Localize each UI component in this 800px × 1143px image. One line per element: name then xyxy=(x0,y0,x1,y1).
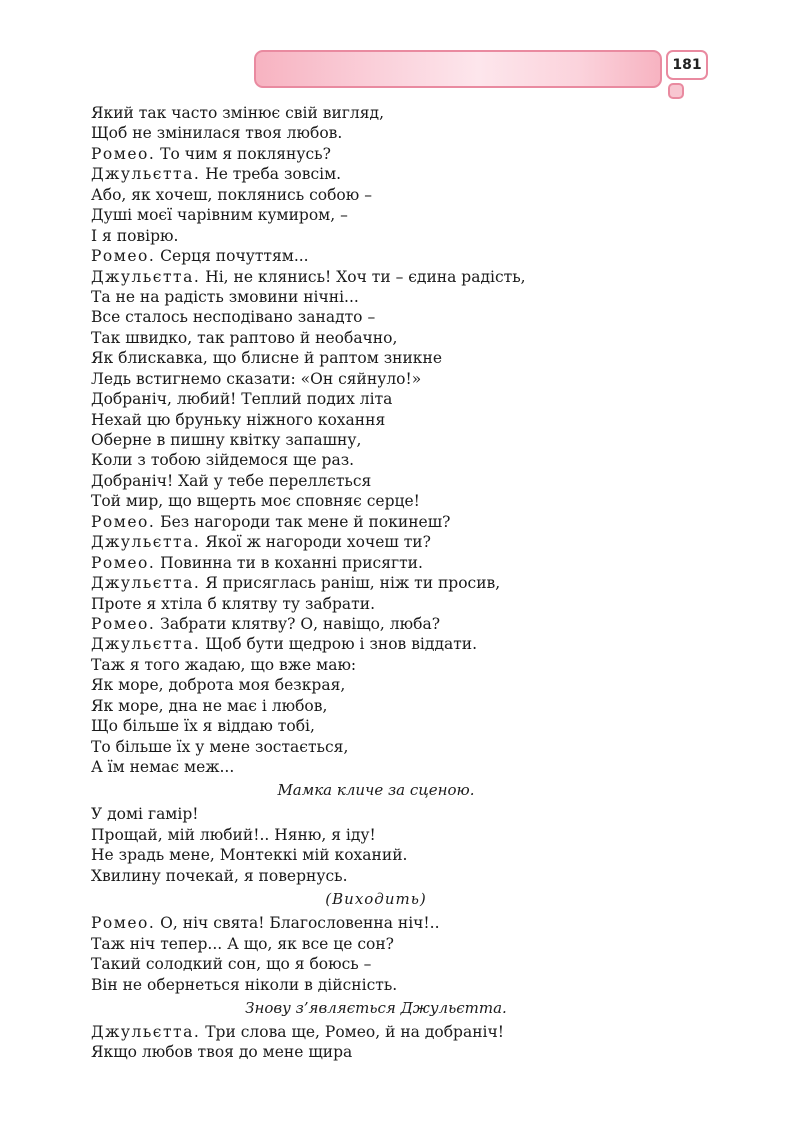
speaker-name: Джульєтта. xyxy=(91,533,201,552)
text-block-1 xyxy=(91,103,571,777)
text-line xyxy=(91,845,571,865)
text-line xyxy=(91,737,571,757)
line-text: Три слова ще, Ромео, й на добраніч! xyxy=(200,1022,504,1041)
text-block-2 xyxy=(91,804,571,886)
header-banner xyxy=(254,50,662,88)
text-line xyxy=(91,348,571,368)
line-text: І я повірю. xyxy=(91,226,179,245)
line-text: Таж я того жадаю, що вже маю: xyxy=(91,655,357,674)
text-line xyxy=(91,1042,571,1062)
text-line xyxy=(91,103,571,123)
text-line xyxy=(91,471,571,491)
text-line xyxy=(91,226,571,246)
text-line xyxy=(91,804,571,824)
line-text: Так швидко, так раптово й необачно, xyxy=(91,328,398,347)
text-line xyxy=(91,205,571,225)
speaker-name: Джульєтта. xyxy=(91,1022,201,1041)
speaker-name: Джульєтта. xyxy=(91,267,201,286)
line-text: Та не на радість змовини нічні... xyxy=(91,287,359,306)
line-text: Серця почуттям... xyxy=(155,247,309,266)
text-line xyxy=(91,307,571,327)
line-text: Не треба зовсім. xyxy=(200,165,342,184)
line-text: Нехай цю бруньку ніжного кохання xyxy=(91,410,386,429)
line-text: Коли з тобою зійдемося ще раз. xyxy=(91,451,355,470)
text-line xyxy=(91,287,571,307)
line-text: Без нагороди так мене й покинеш? xyxy=(155,512,451,531)
text-line xyxy=(91,913,571,933)
line-text: Ні, не клянись! Хоч ти – єдина радість, xyxy=(200,267,526,286)
line-text: Не зрадь мене, Монтеккі мій коханий. xyxy=(91,846,408,865)
speaker-name: Джульєтта. xyxy=(91,635,201,654)
line-text: Забрати клятву? О, навіщо, люба? xyxy=(155,614,441,633)
speaker-name: Ромео. xyxy=(91,614,156,633)
text-line xyxy=(91,675,571,695)
text-line xyxy=(91,757,571,777)
line-text: То чим я поклянусь? xyxy=(155,144,331,163)
play-text xyxy=(91,103,571,1063)
text-line xyxy=(91,716,571,736)
text-line xyxy=(91,410,571,430)
text-line xyxy=(91,696,571,716)
speaker-name: Ромео. xyxy=(91,914,156,933)
line-text: Я присяглась раніш, ніж ти просив, xyxy=(200,574,501,593)
line-text: Ледь встигнемо сказати: «Он сяйнуло!» xyxy=(91,369,422,388)
line-text: Він не обернеться ніколи в дійсність. xyxy=(91,975,398,994)
text-line xyxy=(91,573,571,593)
line-text: Все сталось несподівано занадто – xyxy=(91,308,376,327)
speaker-name: Ромео. xyxy=(91,247,156,266)
line-text: Який так часто змінює свій вигляд, xyxy=(91,104,385,122)
line-text: Хвилину почекай, я повернусь. xyxy=(91,866,348,885)
line-text: Як море, дна не має і любов, xyxy=(91,696,328,715)
line-text: Якщо любов твоя до мене щира xyxy=(91,1043,353,1062)
text-line xyxy=(91,185,571,205)
text-line xyxy=(91,532,571,552)
line-text: Оберне в пишну квітку запашну, xyxy=(91,431,362,449)
text-line xyxy=(91,655,571,675)
text-line xyxy=(91,430,571,450)
line-text: Той мир, що вщерть моє сповняє серце! xyxy=(91,492,420,511)
text-line xyxy=(91,866,571,886)
stage-direction-exit: (Виходить) xyxy=(325,890,427,909)
header-decoration xyxy=(668,83,684,99)
stage-direction: Мамка кличе за сценою. xyxy=(277,781,475,800)
text-block-4 xyxy=(91,1022,571,1063)
text-block-3 xyxy=(91,913,571,995)
line-text: Як блискавка, що блисне й раптом зникне xyxy=(91,349,442,368)
speaker-name: Ромео. xyxy=(91,512,156,531)
line-text: Щоб бути щедрою і знов віддати. xyxy=(200,635,478,654)
line-text: А їм немає меж... xyxy=(91,758,235,776)
text-line xyxy=(91,491,571,511)
line-text: Такий солодкий сон, що я боюсь – xyxy=(91,955,372,974)
speaker-name: Джульєтта. xyxy=(91,574,201,593)
text-line xyxy=(91,164,571,184)
line-text: Прощай, мій любий!.. Няню, я іду! xyxy=(91,825,376,844)
line-text: У домі гамір! xyxy=(91,805,199,824)
speaker-name: Джульєтта. xyxy=(91,165,201,184)
line-text: Душі моєї чарівним кумиром, – xyxy=(91,206,348,225)
text-line xyxy=(91,144,571,164)
text-line xyxy=(91,975,571,995)
text-line xyxy=(91,389,571,409)
text-line xyxy=(91,614,571,634)
text-line xyxy=(91,123,571,143)
text-line xyxy=(91,954,571,974)
line-text: Добраніч! Хай у тебе переллється xyxy=(91,471,372,490)
text-line xyxy=(91,825,571,845)
speaker-name: Ромео. xyxy=(91,144,156,163)
stage-direction: Знову з’являється Джульєтта. xyxy=(245,998,507,1017)
line-text: Проте я хтіла б клятву ту забрати. xyxy=(91,594,376,613)
text-line xyxy=(91,267,571,287)
speaker-name: Ромео. xyxy=(91,553,156,572)
page-number: 181 xyxy=(666,50,708,80)
text-line xyxy=(91,328,571,348)
line-text: Щоб не змінилася твоя любов. xyxy=(91,124,343,143)
line-text: Або, як хочеш, поклянись собою – xyxy=(91,185,372,204)
line-text: Добраніч, любий! Теплий подих літа xyxy=(91,390,393,409)
text-line xyxy=(91,553,571,573)
text-line xyxy=(91,450,571,470)
line-text: Повинна ти в коханні присягти. xyxy=(155,553,423,572)
line-text: Таж ніч тепер... А що, як все це сон? xyxy=(91,934,394,953)
text-line xyxy=(91,246,571,266)
text-line xyxy=(91,934,571,954)
line-text: Якої ж нагороди хочеш ти? xyxy=(200,533,431,552)
line-text: Що більше їх я віддаю тобі, xyxy=(91,717,315,736)
text-line xyxy=(91,512,571,532)
text-line xyxy=(91,1022,571,1042)
line-text: О, ніч свята! Благословенна ніч!.. xyxy=(155,914,440,933)
text-line xyxy=(91,594,571,614)
text-line xyxy=(91,369,571,389)
line-text: Як море, доброта моя безкрая, xyxy=(91,676,346,695)
text-line xyxy=(91,634,571,654)
line-text: То більше їх у мене зостається, xyxy=(91,737,349,756)
